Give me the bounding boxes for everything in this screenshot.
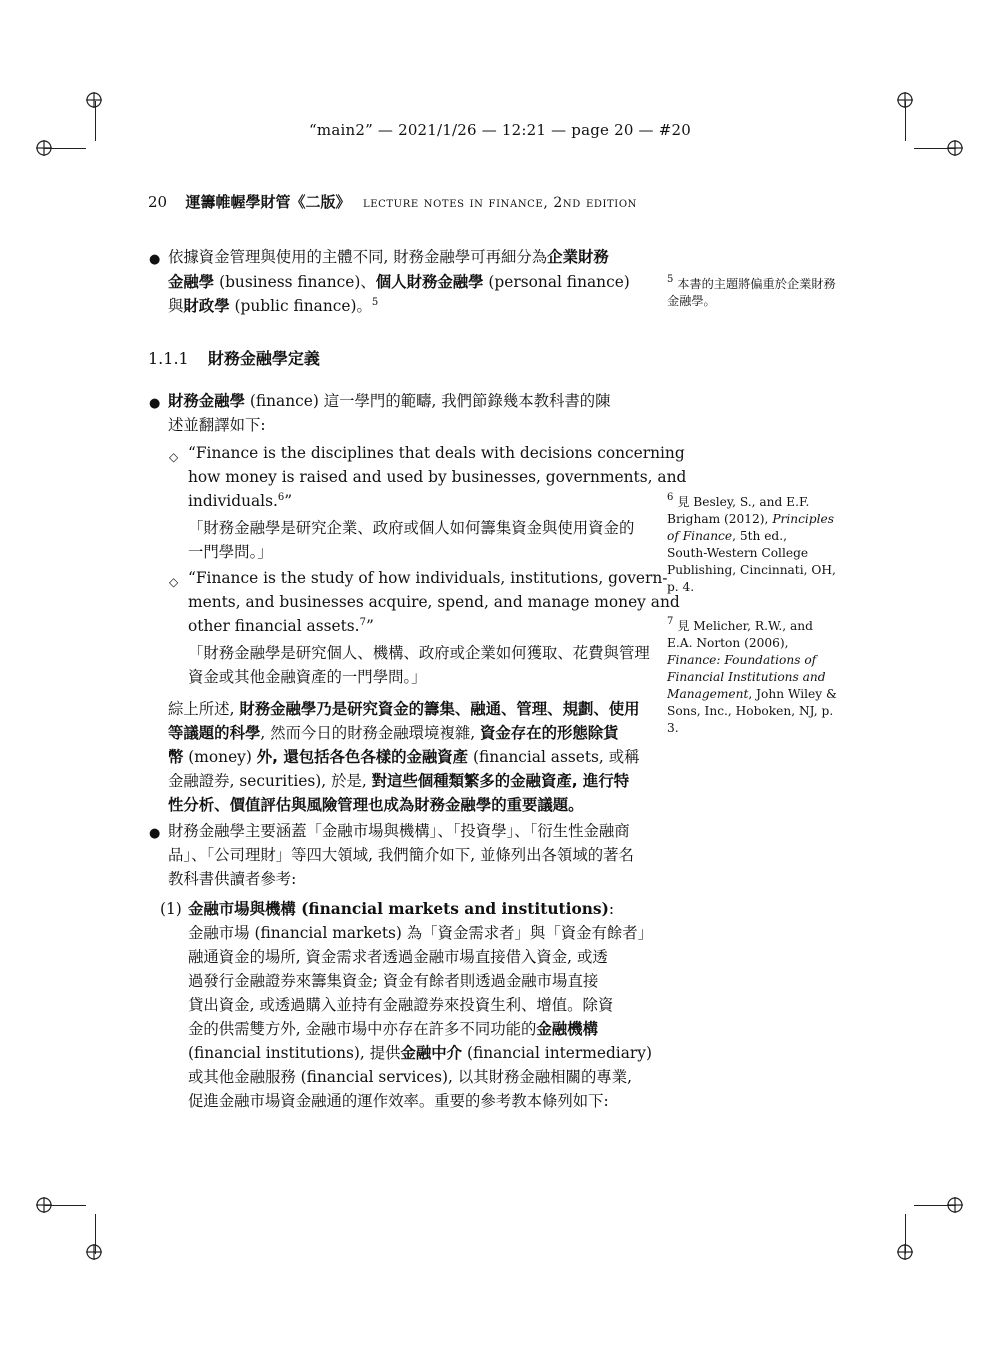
page-header [148, 191, 637, 212]
paragraph-line: 促進金融市場資金融通的運作效率。重要的參考教本條列如下: [188, 1092, 609, 1110]
crop-line [44, 1205, 86, 1206]
quote-line: how money is raised and used by businesses, governments, and [188, 468, 687, 486]
paragraph-line: 金融市場 (financial markets) 為「資金需求者」與「資金有餘者」 [188, 924, 654, 942]
series-title: lecture notes in finance, 2nd edition [363, 195, 637, 211]
paragraph-line: 過發行金融證券來籌集資金; 資金有餘者則透過金融市場直接 [188, 972, 599, 990]
registration-mark-icon [86, 1244, 102, 1260]
section-title: 財務金融學定義 [207, 349, 320, 368]
bullet-icon: ● [149, 826, 161, 841]
page-number: 20 [148, 193, 168, 211]
list-item-title: 金融市場與機構 (financial markets and institutions): [188, 900, 615, 918]
sidenote-6: $^6$ 見 Besley, S., and E.F. Brigham (2012), Principles of Finance, 5th ed., South-Western College Publishing, Cincinnati, OH, p. 4. [667, 492, 836, 594]
sidenote-5: $^5$ 本書的主題將偏重於企業財務 金融學。 [667, 274, 836, 308]
paragraph-line: 教科書供讀者參考: [168, 870, 297, 888]
footnote-mark: 6 [277, 492, 285, 503]
paragraph-line: 金融學 (business finance)、個人財務金融學 (personal finance) [168, 273, 630, 291]
registration-mark-icon [86, 92, 102, 108]
paragraph-line: 品」、「公司理財」等四大領域, 我們簡介如下, 並條列出各領域的著名 [168, 846, 634, 864]
sidenote-7: $^7$ 見 Melicher, R.W., and E.A. Norton (2006), Finance: Foundations of Financial Institutions and Management, John Wiley & Sons, Inc., Hoboken, NJ, p. 3. [667, 616, 837, 735]
translation-line: 一門學問。」 [188, 543, 273, 561]
registration-mark-icon [897, 1244, 913, 1260]
section-number: 1.1.1 [148, 349, 189, 368]
paragraph-line: 金的供需雙方外, 金融市場中亦存在許多不同功能的金融機構 [188, 1020, 598, 1038]
crop-line [914, 1205, 956, 1206]
paragraph-line: 財務金融學主要涵蓋「金融市場與機構」、「投資學」、「衍生性金融商 [168, 822, 630, 840]
crop-line [914, 148, 956, 149]
translation-line: 資金或其他金融資產的一門學問。」 [188, 668, 427, 686]
crop-line [44, 148, 86, 149]
quote-line: individuals.$^6$” [188, 492, 293, 510]
quote-line: “Finance is the disciplines that deals with decisions concerning [188, 444, 685, 462]
bullet-icon: ● [149, 252, 161, 267]
paragraph-line: 依據資金管理與使用的主體不同, 財務金融學可再細分為企業財務 [168, 248, 609, 266]
running-header: “main2” — 2021/1/26 — 12:21 — page 20 — #20 [309, 121, 691, 139]
paragraph-line: 財務金融學 (finance) 這一學門的範疇, 我們節錄幾本教科書的陳 [168, 392, 611, 410]
paragraph-line: 金融證券, securities), 於是, 對這些個種類繁多的金融資產, 進行特 [168, 772, 630, 790]
translation-line: 「財務金融學是研究個人、機構、政府或企業如何獲取、花費與管理 [188, 644, 650, 662]
paragraph-line: 性分析、價值評估與風險管理也成為財務金融學的重要議題。 [168, 796, 584, 814]
paragraph-line: 等議題的科學, 然而今日的財務金融環境複雜, 資金存在的形態除貨 [168, 724, 619, 742]
paragraph-line: 貸出資金, 或透過購入並持有金融證券來投資生利、增值。除資 [188, 996, 614, 1014]
footnote-mark: 5 [371, 297, 379, 308]
paragraph-line: 與財政學 (public finance)。$^5$ [168, 297, 379, 315]
quote-line: ments, and businesses acquire, spend, and manage money and [188, 593, 680, 611]
section-heading [148, 347, 320, 371]
bullet-icon: ● [149, 396, 161, 411]
footnote-mark: 7 [359, 617, 366, 628]
paragraph-line: (financial institutions), 提供金融中介 (financial intermediary) [188, 1044, 652, 1062]
paragraph-line: 幣 (money) 外, 還包括各色各樣的金融資產 (financial assets, 或稱 [168, 748, 640, 766]
paragraph-line: 融通資金的場所, 資金需求者透過金融市場直接借入資金, 或透 [188, 948, 608, 966]
paragraph-line: 述並翻譯如下: [168, 416, 266, 434]
paragraph-line: 綜上所述, 財務金融學乃是研究資金的籌集、融通、管理、規劃、使用 [168, 700, 640, 718]
diamond-bullet-icon: ◇ [169, 575, 179, 589]
diamond-bullet-icon: ◇ [169, 450, 179, 464]
paragraph-line: 或其他金融服務 (financial services), 以其財務金融相關的專業, [188, 1068, 633, 1086]
list-item-label: (1) [160, 900, 182, 918]
translation-line: 「財務金融學是研究企業、政府或個人如何籌集資金與使用資金的 [188, 519, 635, 537]
quote-line: “Finance is the study of how individuals, institutions, govern- [188, 569, 668, 587]
book-title: 運籌帷幄學財管《二版》 [185, 193, 351, 211]
quote-line: other financial assets.$^7$” [188, 617, 374, 635]
